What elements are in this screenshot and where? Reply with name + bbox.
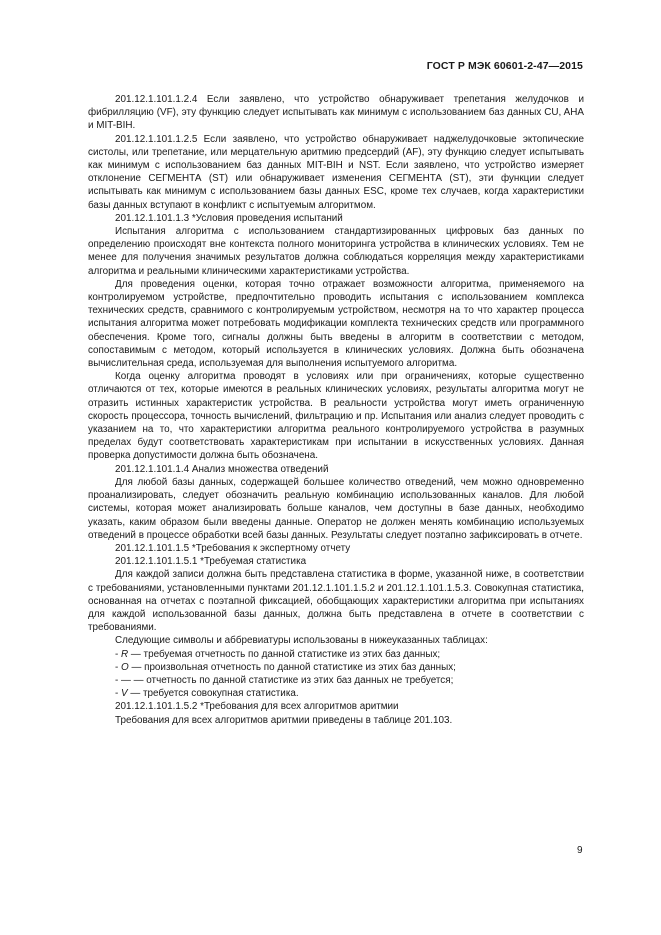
legend-text: — произвольная отчетность по данной статистике из этих баз данных; [128, 661, 456, 673]
section-heading: 201.12.1.101.1.4 Анализ множества отведений [115, 463, 329, 475]
paragraph: Для любой базы данных, содержащей большее количество отведений, чем можно одновременно проанализировать, следует обозначить реальную комбинацию использованных каналов. Для любой системы, которая может анализировать больше каналов, чем доступны в базе данных, необходимо указать, каким образом были введены данные. Оператор не должен менять комбинацию используемых отведений в процессе обработки всей базы данных. Результаты следует поэтапно зафиксировать в отчете. [88, 476, 584, 541]
paragraph: Требования для всех алгоритмов аритмии приведены в таблице 201.103. [115, 714, 453, 726]
section-heading: 201.12.1.101.1.3 *Условия проведения испытаний [115, 212, 343, 224]
paragraph: Когда оценку алгоритма проводят в условиях или при ограничениях, которые существенно отличаются от тех, которые имеются в реальных клинических условиях, результаты алгоритма могут не отразить истинных характеристик устройства. В реальности устройства могут иметь ограниченную скорость процессора, точность вычислений, фильтрацию и пр. Испытания или анализ следует проводить с указанием на то, что характеристики алгоритма реального контролируемого устройства в разумных пределах будут соответствовать характеристикам при испытании в искусственных условиях. Данная проверка допустимости должна быть обозначена. [88, 371, 584, 462]
document-body [88, 93, 584, 727]
legend-prefix: - [115, 661, 122, 673]
legend-prefix: - [115, 674, 122, 686]
section-heading: 201.12.1.101.1.5 *Требования к экспертному отчету [115, 542, 351, 554]
paragraph: 201.12.1.101.1.2.5 Если заявлено, что устройство обнаруживает наджелудочковые эктопические систолы, или трепетание, или мерцательную аритмию предсердий (AF), эту функцию следует испытывать как минимум с использованием баз данных MIT-BIH и NST. Если заявлено, что устройство измеряет отклонение СЕГМЕНТА (ST) или обнаруживает изменения СЕГМЕНТА (ST), эти функции следует испытывать как минимум с использованием базы данных ESC, кроме тех случаев, когда характеристики базы данных вступают в конфликт с испытуемым алгоритмом. [88, 133, 584, 211]
legend-symbol: R [121, 648, 129, 660]
legend-text: — требуемая отчетность по данной статистике из этих баз данных; [128, 648, 441, 660]
legend-text: — требуется совокупная статистика. [127, 688, 299, 700]
section-heading: 201.12.1.101.1.5.1 *Требуемая статистика [115, 556, 307, 568]
legend-text: — отчетность по данной статистике из этих баз данных не требуется; [130, 674, 454, 686]
legend-prefix: - [115, 688, 122, 700]
legend-item [88, 687, 584, 700]
section-heading: 201.12.1.101.1.5.2 *Требования для всех алгоритмов аритмии [115, 701, 399, 713]
legend-item [88, 648, 584, 661]
legend-symbol: O [121, 661, 129, 673]
paragraph: Следующие символы и аббревиатуры использованы в нижеуказанных таблицах: [115, 635, 488, 647]
legend-prefix: - [115, 648, 122, 660]
legend-symbol: — [121, 674, 131, 686]
paragraph: Испытания алгоритма с использованием стандартизированных цифровых баз данных по определению происходят вне контекста полного мониторинга устройства в клинических условиях. Тем не менее для получения значимых результатов должна соблюдаться корреляция между характеристиками алгоритма и реальными клиническими характеристиками устройства. [88, 226, 584, 277]
paragraph: 201.12.1.101.1.2.4 Если заявлено, что устройство обнаруживает трепетания желудочков и фибрилляцию (VF), эту функцию следует испытывать как минимум с использованием баз данных CU, AHA и MIT-BIH. [88, 94, 584, 132]
legend-item [88, 661, 584, 674]
paragraph: Для проведения оценки, которая точно отражает возможности алгоритма, применяемого на контролируемом устройстве, предпочтительно проводить испытания с использованием комплекса технических средств, сравнимого с контролируемым устройством, несмотря на то что характер процесса испытания алгоритма может потребовать модификации комплекта технических средств или программного обеспечения. Кроме того, сигналы должны быть введены в алгоритм в соответствии с методом, сопоставимым с методом, который используется в клинических условиях. Должна быть обозначена вычислительная среда, используемая для выполнения испытуемого алгоритма. [88, 278, 584, 370]
page-number: 9 [577, 845, 583, 856]
paragraph: Для каждой записи должна быть представлена статистика в форме, указанной ниже, в соответствии с требованиями, установленными пунктами 201.12.1.101.1.5.2 и 201.12.1.101.1.5.3. Совокупная статистика, основанная на отчетах с поэтапной фиксацией, обобщающих характеристики алгоритма при испытаниях для каждой использованной базы данных, должна быть представлена в отчете в соответствии с требованиями. [88, 569, 584, 634]
standard-header: ГОСТ Р МЭК 60601-2-47—2015 [426, 60, 583, 72]
legend-item [88, 674, 584, 687]
legend-symbol: V [121, 688, 128, 700]
